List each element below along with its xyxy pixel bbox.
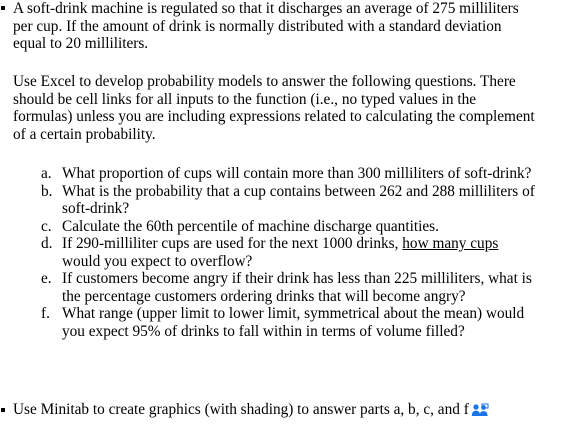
question-line-part: If 290-milliliter cups are used for the next 1000 drinks, [62,235,403,252]
intro-line: per cup. If the amount of drink is normally distributed with a standard deviation [13,17,502,35]
question-line [62,235,561,253]
question-list [41,165,561,340]
question-item-a [41,165,561,183]
question-text [62,235,561,270]
underlined-phrase: how many cups [402,235,499,252]
question-line: you expect 95% of drinks to fall within in terms of volume filled? [62,322,465,340]
question-item-d [41,235,561,270]
question-item-e [41,270,561,305]
question-line: What range (upper limit to lower limit, symmetrical about the mean) would [62,305,525,322]
question-letter: c. [41,217,52,235]
instructions-line: should be cell links for all inputs to the function (i.e., no typed values in the [13,90,477,108]
question-line: What is the probability that a cup contains between 262 and 288 milliliters of [62,182,535,200]
instructions-line: formulas) unless you are including expressions related to calculating the complement [13,108,535,125]
intro-paragraph [13,0,561,53]
question-line: soft-drink? [62,200,130,217]
question-text [62,305,561,340]
question-letter: f. [41,305,50,322]
user-group-icon-svg [471,403,489,417]
question-text [62,183,561,218]
footer-text: Use Minitab to create graphics (with shading) to answer parts a, b, c, and f [13,401,469,418]
question-line: If customers become angry if their drink has less than 225 milliliters, what is [62,270,532,287]
question-item-c [41,218,561,236]
footer-paragraph [13,401,561,419]
instructions-line: Use Excel to develop probability models to answer the following questions. There [13,73,516,90]
question-line: What proportion of cups will contain more than 300 milliliters of soft-drink? [62,165,532,182]
bullet-marker [1,408,5,412]
question-item-b [41,183,561,218]
footer-line [13,401,561,419]
intro-line: equal to 20 milliliters. [13,35,149,52]
question-text [62,165,561,183]
bullet-marker [1,6,5,10]
question-line: would you expect to overflow? [62,252,253,270]
question-line: the percentage customers ordering drinks that will become angry? [62,287,466,305]
question-line: Calculate the 60th percentile of machine discharge quantities. [62,217,439,235]
instructions-paragraph [13,73,561,143]
instructions-line: of a certain probability. [13,125,156,143]
question-text [62,270,561,305]
question-letter: d. [41,235,53,252]
intro-line: A soft-drink machine is regulated so that it discharges an average of 275 milliliters [13,0,519,17]
question-text [62,218,561,236]
user-group-icon[interactable] [471,403,489,417]
question-item-f [41,305,561,340]
question-letter: a. [41,165,52,182]
question-letter: e. [41,270,52,287]
question-letter: b. [41,182,53,200]
